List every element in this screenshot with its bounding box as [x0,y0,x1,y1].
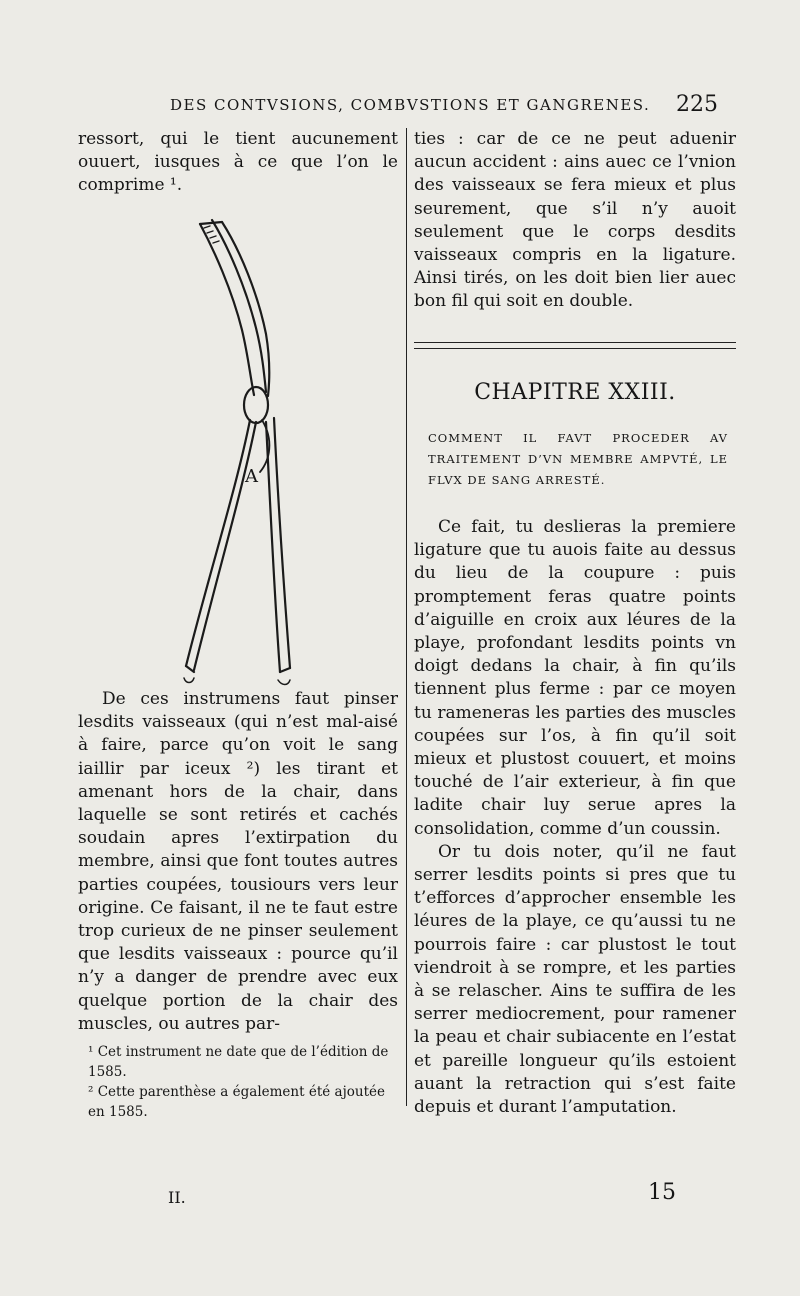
page-number: 225 [676,92,718,117]
right-paragraph-3: Or tu dois noter, qu’il ne faut serrer lesdits points si pres que tu t’efforces d’approcher ensemble les léures de la playe, ce qu’aussi tu ne pourrois faire : car plustost le tout viendroit à se rompre, et les parties à se relascher. Ains te suffira de les serrer mediocrement, pour ramener la peau et chair subiacente en l’estat et pareille longueur qu’ils estoient auant la retraction qui s’est faite depuis et durant l’amputation. [414,841,736,1118]
forceps-handle-right [266,422,280,672]
footnotes [88,1042,400,1122]
left-paragraph-1: ressort, qui le tient aucunement ouuert, iusques à ce que l’on le comprime ¹. [78,129,398,196]
left-paragraph-2: De ces instrumens faut pinser lesdits vaisseaux (qui n’est mal-aisé à faire, parce qu’on voit le sang iaillir par iceux ²) les tirant et amenant hors de la chair, dans laquelle se sont retirés et cachés soudain apres l’extirpation du membre, ainsi que font toutes autres parties coupées, tousiours vers leur origine. Ce faisant, il ne te faut estre trop curieux de ne pinser seulement que lesdits vaisseaux : pource qu’il n’y a danger de prendre avec eux quelque portion de la chair des muscles, ou autres par- [78,689,398,1034]
forceps-illustration [170,210,300,690]
signature-mark: 15 [648,1180,676,1205]
forceps-hinge [244,387,268,423]
double-rule [414,342,736,349]
volume-mark: II. [168,1188,186,1207]
chapter-title: CHAPITRE XXIII. [474,380,676,405]
right-paragraph-1: ties : car de ce ne peut aduenir aucun accident : ains auec ce l’vnion des vaisseaux se fera mieux et plus seurement, que s’il n’y auoit seulement que le corps desdits vaisseaux compris en la ligature. Ainsi tirés, on les doit bien lier auec bon fil qui soit en double. [414,129,736,312]
right-paragraph-2: Ce fait, tu deslieras la premiere ligature que tu auois faite au dessus du lieu de la coupure : puis promptement feras quatre points d’aiguille en croix aux léures de la playe, profondant lesdits points vn doigt dedans la chair, à fin qu’ils tiennent plus ferme : par ce moyen tu rameneras les parties des muscles coupées sur l’os, à fin qu’il soit mieux et plustost couuert, et moins touché de l’air exterieur, à fin que ladite chair luy serue apres la consolidation, comme d’un coussin. [414,517,736,839]
running-head: DES CONTVSIONS, COMBVSTIONS ET GANGRENES. [170,96,651,114]
chapter-body [414,516,736,1119]
forceps-handle-left [186,420,250,666]
footnote-separator [78,1028,398,1030]
footnote-1: ¹ Cet instrument ne date que de l’édition de 1585. [88,1044,389,1080]
footnote-2: ² Cette parenthèse a également été ajoutée en 1585. [88,1084,385,1120]
forceps-jaw-back [222,222,269,396]
figure-label: A [245,466,258,487]
right-column [414,128,736,314]
chapter-subtitle: COMMENT IL FAVT PROCEDER AV TRAITEMENT D’VN MEMBRE AMPVTÉ, LE FLVX DE SANG ARRESTÉ. [428,431,728,487]
left-column [78,128,398,198]
left-paragraph-2-block [78,688,398,1036]
column-divider [406,128,407,1106]
